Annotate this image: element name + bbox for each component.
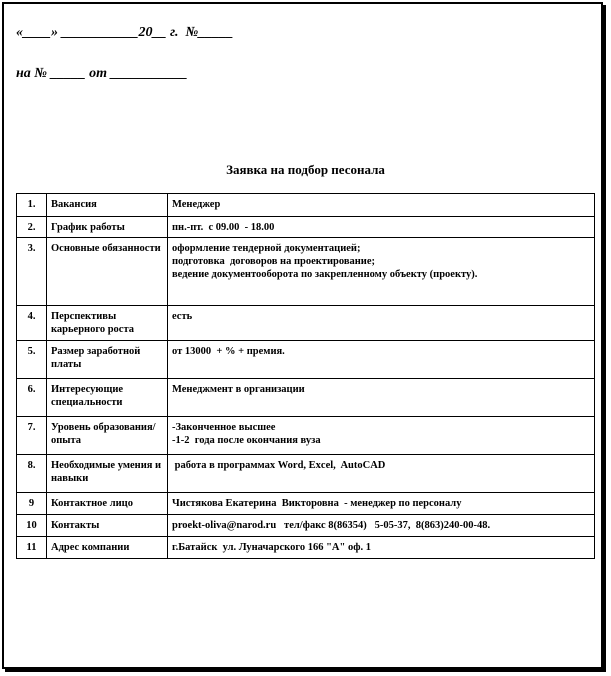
table-row xyxy=(17,341,595,379)
row-number: 6. xyxy=(17,379,47,417)
row-label: Вакансия xyxy=(47,194,168,217)
table-row xyxy=(17,238,595,306)
table-row xyxy=(17,306,595,341)
row-value: Чистякова Екатерина Викторовна - менеджер по персоналу xyxy=(168,493,595,515)
row-label: Размер заработной платы xyxy=(47,341,168,379)
reference-line: на № _____ от ___________ xyxy=(16,66,188,81)
row-label: Адрес компании xyxy=(47,537,168,559)
table-row xyxy=(17,493,595,515)
row-number: 11 xyxy=(17,537,47,559)
row-number: 3. xyxy=(17,238,47,306)
table-row xyxy=(17,194,595,217)
row-label: График работы xyxy=(47,217,168,238)
row-number: 4. xyxy=(17,306,47,341)
row-value: -Законченное высшее -1-2 года после окончания вуза xyxy=(168,417,595,455)
row-number: 1. xyxy=(17,194,47,217)
row-label: Перспективы карьерного роста xyxy=(47,306,168,341)
row-value: Менеджмент в организации xyxy=(168,379,595,417)
table-row xyxy=(17,417,595,455)
table-row xyxy=(17,217,595,238)
table-row xyxy=(17,537,595,559)
request-table xyxy=(16,193,595,559)
row-value: работа в программах Word, Excel, AutoCAD xyxy=(168,455,595,493)
date-number-line: «____» ___________20__ г. №_____ xyxy=(16,25,234,40)
row-label: Контакты xyxy=(47,515,168,537)
row-value: Менеджер xyxy=(168,194,595,217)
row-value: есть xyxy=(168,306,595,341)
row-value: г.Батайск ул. Луначарского 166 "А" оф. 1 xyxy=(168,537,595,559)
table-row xyxy=(17,455,595,493)
row-number: 2. xyxy=(17,217,47,238)
row-number: 8. xyxy=(17,455,47,493)
row-number: 10 xyxy=(17,515,47,537)
row-label: Контактное лицо xyxy=(47,493,168,515)
row-label: Основные обязанности xyxy=(47,238,168,306)
row-value: от 13000 + % + премия. xyxy=(168,341,595,379)
row-number: 5. xyxy=(17,341,47,379)
document-title: Заявка на подбор песонала xyxy=(226,162,385,177)
row-value: оформление тендерной документацией; подготовка договоров на проектирование; ведение документооборота по закрепленному объекту (проекту). xyxy=(168,238,595,306)
row-label: Уровень образования/опыта xyxy=(47,417,168,455)
row-number: 7. xyxy=(17,417,47,455)
row-value: пн.-пт. с 09.00 - 18.00 xyxy=(168,217,595,238)
table-row xyxy=(17,515,595,537)
row-label: Интересующие специальности xyxy=(47,379,168,417)
row-value: proekt-oliva@narod.ru тел/факс 8(86354) 5-05-37, 8(863)240-00-48. xyxy=(168,515,595,537)
row-number: 9 xyxy=(17,493,47,515)
table-row xyxy=(17,379,595,417)
row-label: Необходимые умения и навыки xyxy=(47,455,168,493)
